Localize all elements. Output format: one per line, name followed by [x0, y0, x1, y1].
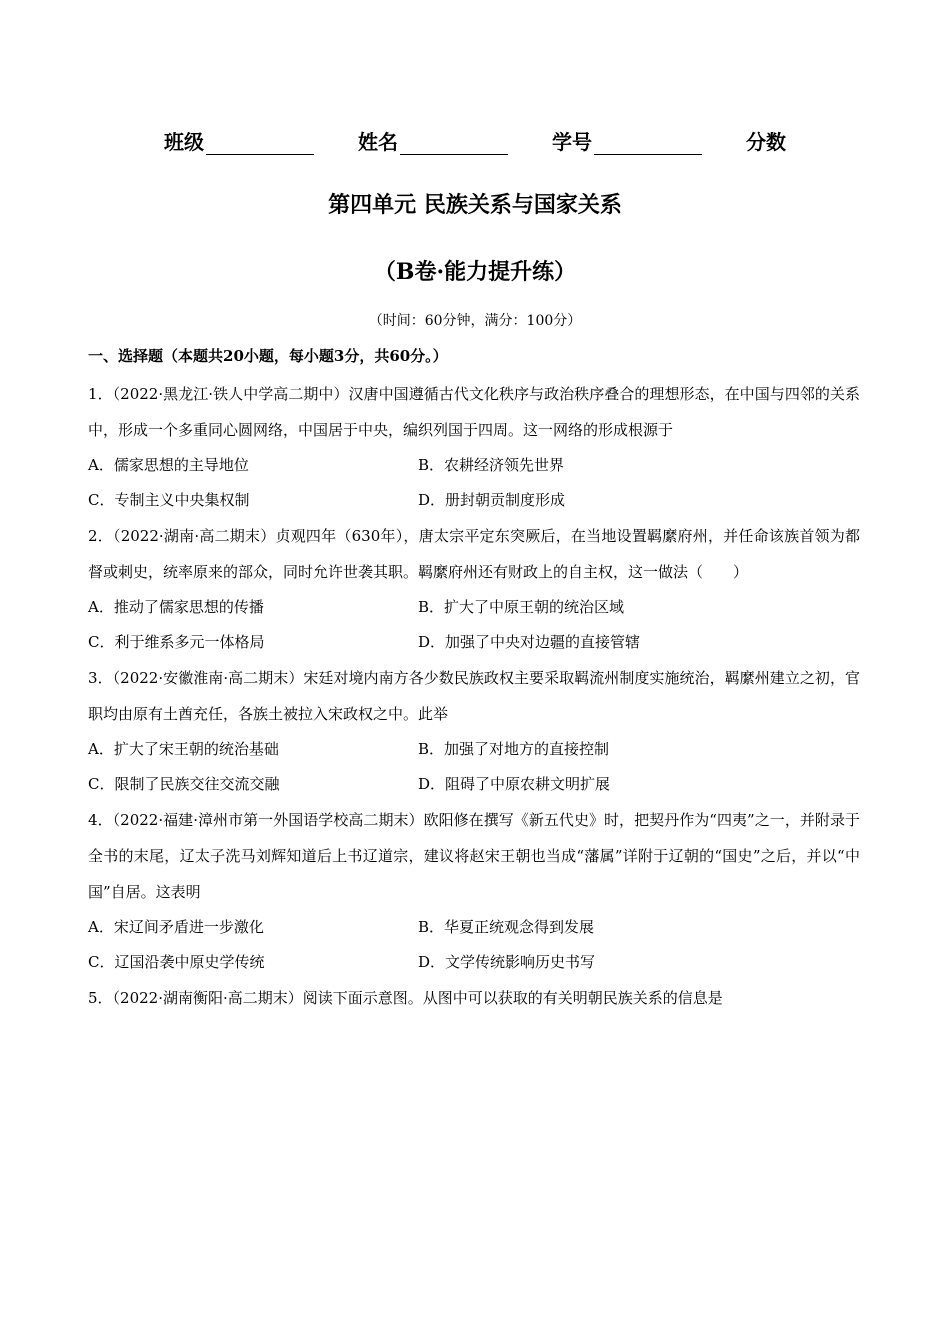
name-field [358, 126, 508, 155]
page-title: 第四单元 民族关系与国家关系 [328, 192, 622, 218]
option-group [88, 910, 860, 980]
option-b[interactable]: B．加强了对地方的直接控制 [418, 740, 610, 758]
name-label: 姓名 [358, 130, 398, 154]
option-a[interactable]: A．扩大了宋王朝的统治基础 [88, 740, 279, 758]
option-c[interactable]: C．利于维系多元一体格局 [88, 633, 265, 651]
question-stem: 1．（2022·黑龙江·铁人中学高二期中）汉唐中国遵循古代文化秩序与政治秩序叠合的理想形态，在中国与四邻的关系中，形成一个多重同心圆网络，中国居于中央，编织列国于四周。这一网络的形成根源于 [88, 385, 860, 439]
option-c[interactable]: C．限制了民族交往交流交融 [88, 775, 280, 793]
option-d[interactable]: D．阻碍了中原农耕文明扩展 [418, 775, 611, 793]
option-b[interactable]: B．华夏正统观念得到发展 [418, 918, 595, 936]
option-c[interactable]: C．辽国沿袭中原史学传统 [88, 953, 265, 971]
section-heading: 一、选择题（本题共20小题，每小题3分，共60分。） [88, 347, 448, 365]
option-a[interactable]: A．宋辽间矛盾进一步激化 [88, 918, 264, 936]
option-c[interactable]: C．专制主义中央集权制 [88, 491, 250, 509]
question-stem: 2．（2022·湖南·高二期末）贞观四年（630年），唐太宗平定东突厥后，在当地设置羁縻府州，并任命该族首领为都督或刺史，统率原来的部众，同时允许世袭其职。羁縻府州还有财政上的自主权，这一做法（ ） [88, 527, 860, 581]
student-id-blank[interactable] [594, 134, 702, 155]
option-a[interactable]: A．推动了儒家思想的传播 [88, 598, 264, 616]
student-id-field [552, 126, 702, 155]
question-list [88, 376, 860, 1016]
class-field [164, 126, 314, 155]
student-id-label: 学号 [552, 130, 592, 154]
question-1 [88, 376, 860, 518]
name-blank[interactable] [400, 134, 508, 155]
option-d[interactable]: D．加强了中央对边疆的直接管辖 [418, 633, 641, 651]
option-group [88, 448, 860, 518]
exam-meta: （时间：60分钟，满分：100分） [368, 313, 582, 329]
class-blank[interactable] [206, 134, 314, 155]
option-group [88, 590, 860, 660]
page-subtitle: （B卷·能力提升练） [373, 259, 577, 285]
option-a[interactable]: A．儒家思想的主导地位 [88, 456, 249, 474]
question-4 [88, 802, 860, 980]
question-stem: 3．（2022·安徽淮南·高二期末）宋廷对境内南方各少数民族政权主要采取羁流州制度实施统治，羁縻州建立之初，官职均由原有土酋充任，各族土被拉入宋政权之中。此举 [88, 669, 860, 723]
option-group [88, 732, 860, 802]
question-stem: 4．（2022·福建·漳州市第一外国语学校高二期末）欧阳修在撰写《新五代史》时，把契丹作为“四夷”之一，并附录于全书的末尾，辽太子洗马刘辉知道后上书辽道宗，建议将赵宋王朝也当成“藩属”详附于辽朝的“国史”之后，并以“中国”自居。这表明 [88, 811, 860, 901]
score-field [746, 126, 786, 155]
option-d[interactable]: D．册封朝贡制度形成 [418, 491, 566, 509]
option-b[interactable]: B．农耕经济领先世界 [418, 456, 565, 474]
question-stem: 5．（2022·湖南衡阳·高二期末）阅读下面示意图。从图中可以获取的有关明朝民族关系的信息是 [88, 989, 723, 1007]
question-5 [88, 980, 860, 1016]
class-label: 班级 [164, 130, 204, 154]
option-d[interactable]: D．文学传统影响历史书写 [418, 953, 596, 971]
score-label: 分数 [746, 130, 786, 154]
student-info-row [0, 126, 950, 155]
question-3 [88, 660, 860, 802]
question-2 [88, 518, 860, 660]
option-b[interactable]: B．扩大了中原王朝的统治区域 [418, 598, 625, 616]
